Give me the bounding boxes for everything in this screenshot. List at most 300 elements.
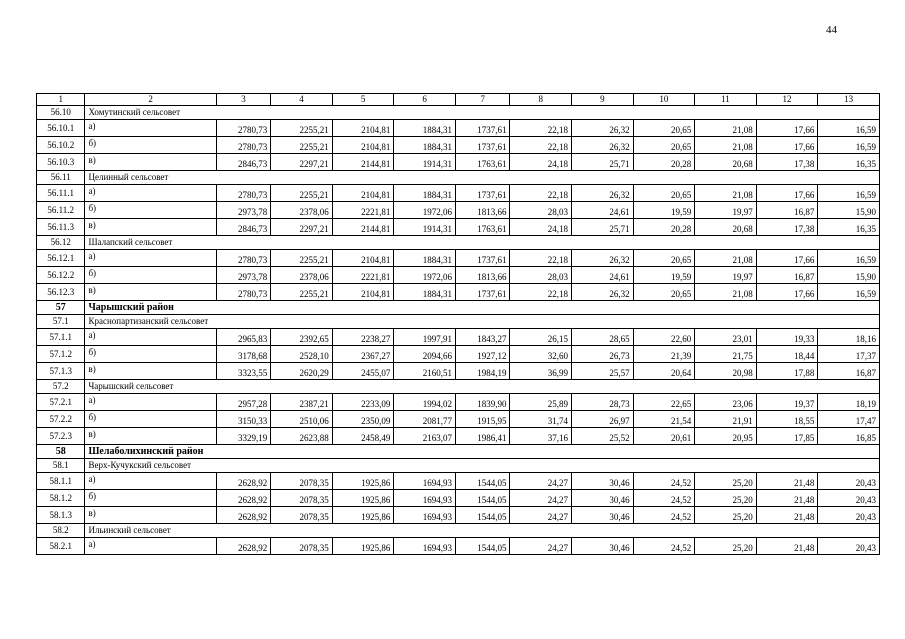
district-row (37, 445, 880, 459)
value-cell: 17,88 (756, 363, 818, 380)
value-cell: 24,18 (510, 154, 572, 171)
value-cell: 24,61 (572, 202, 634, 219)
row-code: 57.1 (37, 315, 85, 329)
value-cell: 25,57 (572, 363, 634, 380)
value-cell: 17,38 (756, 154, 818, 171)
value-cell: 17,66 (756, 250, 818, 267)
value-cell: 25,20 (695, 538, 757, 555)
value-cell: 1694,93 (394, 473, 456, 490)
value-cell: 28,65 (572, 329, 634, 346)
value-cell: 24,52 (633, 473, 695, 490)
value-cell: 1884,31 (394, 250, 456, 267)
value-cell: 20,65 (633, 120, 695, 137)
value-cell: 1925,86 (332, 538, 394, 555)
row-code: 58.2 (37, 524, 85, 538)
table-row (37, 538, 880, 555)
value-cell: 2392,65 (271, 329, 333, 346)
value-cell: 1737,61 (455, 250, 510, 267)
value-cell: 16,59 (818, 137, 880, 154)
value-cell: 30,46 (572, 538, 634, 555)
value-cell: 2957,28 (216, 394, 271, 411)
section-row (37, 236, 880, 250)
row-code: 57.2.2 (37, 411, 85, 428)
value-cell: 1763,61 (455, 154, 510, 171)
value-cell: 17,47 (818, 411, 880, 428)
value-cell: 16,87 (756, 267, 818, 284)
value-cell: 2780,73 (216, 185, 271, 202)
value-cell: 1839,90 (455, 394, 510, 411)
value-cell: 28,73 (572, 394, 634, 411)
value-cell: 1737,61 (455, 120, 510, 137)
section-title: Верх-Кучукский сельсовет (85, 459, 880, 473)
value-cell: 17,38 (756, 219, 818, 236)
page-number: 44 (826, 24, 837, 36)
row-code: 58.1.1 (37, 473, 85, 490)
value-cell: 24,18 (510, 219, 572, 236)
value-cell: 21,08 (695, 185, 757, 202)
value-cell: 20,65 (633, 137, 695, 154)
column-header: 13 (818, 94, 880, 106)
value-cell: 21,08 (695, 137, 757, 154)
row-code: 57 (37, 301, 85, 315)
value-cell: 1813,66 (455, 267, 510, 284)
value-cell: 2965,83 (216, 329, 271, 346)
value-cell: 2628,92 (216, 507, 271, 524)
value-cell: 17,85 (756, 428, 818, 445)
row-code: 56.11 (37, 171, 85, 185)
value-cell: 25,71 (572, 154, 634, 171)
row-variant-label: а) (85, 473, 216, 490)
table-row (37, 329, 880, 346)
value-cell: 16,59 (818, 120, 880, 137)
value-cell: 2078,35 (271, 538, 333, 555)
value-cell: 18,19 (818, 394, 880, 411)
value-cell: 2378,06 (271, 202, 333, 219)
value-cell: 21,48 (756, 473, 818, 490)
value-cell: 25,20 (695, 473, 757, 490)
table-row (37, 363, 880, 380)
column-header: 4 (271, 94, 333, 106)
row-variant-label: в) (85, 154, 216, 171)
value-cell: 1544,05 (455, 507, 510, 524)
value-cell: 36,99 (510, 363, 572, 380)
row-code: 58 (37, 445, 85, 459)
column-header: 12 (756, 94, 818, 106)
value-cell: 16,59 (818, 284, 880, 301)
row-variant-label: б) (85, 202, 216, 219)
value-cell: 1915,95 (455, 411, 510, 428)
row-code: 58.2.1 (37, 538, 85, 555)
value-cell: 2255,21 (271, 137, 333, 154)
value-cell: 28,03 (510, 267, 572, 284)
value-cell: 2458,49 (332, 428, 394, 445)
value-cell: 1694,93 (394, 507, 456, 524)
value-cell: 25,52 (572, 428, 634, 445)
row-variant-label: а) (85, 120, 216, 137)
value-cell: 28,03 (510, 202, 572, 219)
value-cell: 2221,81 (332, 267, 394, 284)
value-cell: 20,43 (818, 507, 880, 524)
section-title: Хомутинский сельсовет (85, 106, 880, 120)
district-title: Шелаболихинский район (85, 445, 880, 459)
value-cell: 24,27 (510, 538, 572, 555)
value-cell: 2104,81 (332, 185, 394, 202)
value-cell: 24,52 (633, 490, 695, 507)
value-cell: 24,52 (633, 538, 695, 555)
value-cell: 2297,21 (271, 154, 333, 171)
table-row (37, 490, 880, 507)
value-cell: 2081,77 (394, 411, 456, 428)
value-cell: 1914,31 (394, 154, 456, 171)
value-cell: 25,71 (572, 219, 634, 236)
value-cell: 1927,12 (455, 346, 510, 363)
row-variant-label: а) (85, 329, 216, 346)
value-cell: 22,18 (510, 137, 572, 154)
section-row (37, 315, 880, 329)
row-code: 58.1.2 (37, 490, 85, 507)
row-code: 56.10.2 (37, 137, 85, 154)
value-cell: 2078,35 (271, 490, 333, 507)
value-cell: 17,66 (756, 137, 818, 154)
value-cell: 25,20 (695, 490, 757, 507)
value-cell: 19,97 (695, 202, 757, 219)
value-cell: 25,89 (510, 394, 572, 411)
value-cell: 2387,21 (271, 394, 333, 411)
value-cell: 2144,81 (332, 154, 394, 171)
value-cell: 26,15 (510, 329, 572, 346)
section-title: Шалапский сельсовет (85, 236, 880, 250)
column-header: 2 (85, 94, 216, 106)
row-variant-label: в) (85, 428, 216, 445)
row-variant-label: а) (85, 538, 216, 555)
column-header: 8 (510, 94, 572, 106)
section-title: Целинный сельсовет (85, 171, 880, 185)
value-cell: 2780,73 (216, 284, 271, 301)
value-cell: 26,32 (572, 185, 634, 202)
value-cell: 2973,78 (216, 267, 271, 284)
value-cell: 21,39 (633, 346, 695, 363)
value-cell: 2104,81 (332, 120, 394, 137)
value-cell: 26,32 (572, 250, 634, 267)
value-cell: 2255,21 (271, 120, 333, 137)
value-cell: 30,46 (572, 473, 634, 490)
value-cell: 20,95 (695, 428, 757, 445)
row-code: 57.1.2 (37, 346, 85, 363)
value-cell: 31,74 (510, 411, 572, 428)
value-cell: 21,48 (756, 538, 818, 555)
table-row (37, 154, 880, 171)
row-variant-label: в) (85, 507, 216, 524)
row-variant-label: а) (85, 394, 216, 411)
row-variant-label: б) (85, 267, 216, 284)
value-cell: 19,59 (633, 202, 695, 219)
row-variant-label: в) (85, 284, 216, 301)
value-cell: 1884,31 (394, 120, 456, 137)
value-cell: 1972,06 (394, 202, 456, 219)
row-code: 57.2.3 (37, 428, 85, 445)
value-cell: 19,37 (756, 394, 818, 411)
value-cell: 1737,61 (455, 137, 510, 154)
value-cell: 32,60 (510, 346, 572, 363)
table-row (37, 507, 880, 524)
value-cell: 25,20 (695, 507, 757, 524)
value-cell: 1984,19 (455, 363, 510, 380)
value-cell: 15,90 (818, 267, 880, 284)
value-cell: 24,27 (510, 507, 572, 524)
section-row (37, 380, 880, 394)
value-cell: 20,98 (695, 363, 757, 380)
value-cell: 20,64 (633, 363, 695, 380)
value-cell: 22,60 (633, 329, 695, 346)
column-header: 9 (572, 94, 634, 106)
row-code: 56.11.2 (37, 202, 85, 219)
value-cell: 2528,10 (271, 346, 333, 363)
table-row (37, 250, 880, 267)
value-cell: 2104,81 (332, 137, 394, 154)
value-cell: 2238,27 (332, 329, 394, 346)
table-row (37, 394, 880, 411)
value-cell: 21,08 (695, 284, 757, 301)
value-cell: 1544,05 (455, 473, 510, 490)
value-cell: 19,59 (633, 267, 695, 284)
row-variant-label: б) (85, 490, 216, 507)
value-cell: 26,32 (572, 120, 634, 137)
value-cell: 2255,21 (271, 250, 333, 267)
table-row (37, 267, 880, 284)
value-cell: 16,35 (818, 219, 880, 236)
value-cell: 21,48 (756, 507, 818, 524)
column-header: 1 (37, 94, 85, 106)
value-cell: 18,44 (756, 346, 818, 363)
value-cell: 22,18 (510, 250, 572, 267)
value-cell: 21,08 (695, 250, 757, 267)
tariff-table (36, 93, 880, 555)
row-code: 58.1.3 (37, 507, 85, 524)
row-code: 57.2 (37, 380, 85, 394)
value-cell: 20,43 (818, 538, 880, 555)
value-cell: 20,43 (818, 473, 880, 490)
table-row (37, 428, 880, 445)
value-cell: 1925,86 (332, 490, 394, 507)
row-variant-label: а) (85, 185, 216, 202)
value-cell: 24,61 (572, 267, 634, 284)
value-cell: 16,87 (756, 202, 818, 219)
row-code: 56.11.1 (37, 185, 85, 202)
value-cell: 18,16 (818, 329, 880, 346)
table-row (37, 473, 880, 490)
value-cell: 2846,73 (216, 219, 271, 236)
value-cell: 1694,93 (394, 490, 456, 507)
value-cell: 30,46 (572, 490, 634, 507)
value-cell: 21,08 (695, 120, 757, 137)
value-cell: 3323,55 (216, 363, 271, 380)
section-row (37, 106, 880, 120)
column-header: 6 (394, 94, 456, 106)
value-cell: 2455,07 (332, 363, 394, 380)
value-cell: 21,91 (695, 411, 757, 428)
table-row (37, 202, 880, 219)
section-title: Краснопартизанский сельсовет (85, 315, 880, 329)
value-cell: 2628,92 (216, 473, 271, 490)
row-code: 56.12.3 (37, 284, 85, 301)
value-cell: 2780,73 (216, 120, 271, 137)
district-title: Чарышский район (85, 301, 880, 315)
table-row (37, 284, 880, 301)
section-row (37, 524, 880, 538)
row-variant-label: б) (85, 346, 216, 363)
value-cell: 19,97 (695, 267, 757, 284)
value-cell: 24,52 (633, 507, 695, 524)
value-cell: 2973,78 (216, 202, 271, 219)
value-cell: 2255,21 (271, 284, 333, 301)
value-cell: 2628,92 (216, 490, 271, 507)
table-row (37, 120, 880, 137)
value-cell: 2233,09 (332, 394, 394, 411)
row-code: 56.12 (37, 236, 85, 250)
value-cell: 1925,86 (332, 507, 394, 524)
value-cell: 2350,09 (332, 411, 394, 428)
table-body (37, 94, 880, 555)
value-cell: 20,68 (695, 219, 757, 236)
value-cell: 2078,35 (271, 473, 333, 490)
value-cell: 20,28 (633, 219, 695, 236)
value-cell: 37,16 (510, 428, 572, 445)
value-cell: 30,46 (572, 507, 634, 524)
value-cell: 2144,81 (332, 219, 394, 236)
value-cell: 1884,31 (394, 284, 456, 301)
value-cell: 16,59 (818, 185, 880, 202)
value-cell: 1914,31 (394, 219, 456, 236)
row-code: 58.1 (37, 459, 85, 473)
column-header: 3 (216, 94, 271, 106)
value-cell: 2620,29 (271, 363, 333, 380)
value-cell: 2510,06 (271, 411, 333, 428)
value-cell: 17,66 (756, 120, 818, 137)
value-cell: 1843,27 (455, 329, 510, 346)
row-code: 56.11.3 (37, 219, 85, 236)
row-code: 57.1.1 (37, 329, 85, 346)
value-cell: 2297,21 (271, 219, 333, 236)
value-cell: 2094,66 (394, 346, 456, 363)
value-cell: 2104,81 (332, 284, 394, 301)
value-cell: 1884,31 (394, 137, 456, 154)
value-cell: 20,28 (633, 154, 695, 171)
value-cell: 2255,21 (271, 185, 333, 202)
value-cell: 16,87 (818, 363, 880, 380)
section-title: Ильинский сельсовет (85, 524, 880, 538)
value-cell: 3329,19 (216, 428, 271, 445)
value-cell: 20,65 (633, 250, 695, 267)
district-row (37, 301, 880, 315)
value-cell: 2628,92 (216, 538, 271, 555)
value-cell: 2163,07 (394, 428, 456, 445)
value-cell: 26,73 (572, 346, 634, 363)
value-cell: 3150,33 (216, 411, 271, 428)
value-cell: 1925,86 (332, 473, 394, 490)
value-cell: 21,48 (756, 490, 818, 507)
value-cell: 2780,73 (216, 250, 271, 267)
table-row (37, 185, 880, 202)
row-code: 57.2.1 (37, 394, 85, 411)
table-row (37, 219, 880, 236)
row-variant-label: в) (85, 363, 216, 380)
value-cell: 20,65 (633, 185, 695, 202)
value-cell: 24,27 (510, 490, 572, 507)
section-title: Чарышский сельсовет (85, 380, 880, 394)
value-cell: 3178,68 (216, 346, 271, 363)
row-code: 56.10.1 (37, 120, 85, 137)
value-cell: 2104,81 (332, 250, 394, 267)
value-cell: 17,37 (818, 346, 880, 363)
row-code: 56.12.1 (37, 250, 85, 267)
value-cell: 19,33 (756, 329, 818, 346)
value-cell: 20,68 (695, 154, 757, 171)
row-variant-label: а) (85, 250, 216, 267)
value-cell: 17,66 (756, 284, 818, 301)
value-cell: 16,35 (818, 154, 880, 171)
value-cell: 2623,88 (271, 428, 333, 445)
section-row (37, 171, 880, 185)
value-cell: 20,65 (633, 284, 695, 301)
value-cell: 20,43 (818, 490, 880, 507)
table-row (37, 411, 880, 428)
value-cell: 16,59 (818, 250, 880, 267)
column-header: 7 (455, 94, 510, 106)
value-cell: 1813,66 (455, 202, 510, 219)
value-cell: 26,97 (572, 411, 634, 428)
row-variant-label: б) (85, 137, 216, 154)
value-cell: 2221,81 (332, 202, 394, 219)
value-cell: 22,18 (510, 284, 572, 301)
value-cell: 2367,27 (332, 346, 394, 363)
value-cell: 22,18 (510, 120, 572, 137)
value-cell: 2780,73 (216, 137, 271, 154)
value-cell: 2160,51 (394, 363, 456, 380)
value-cell: 1694,93 (394, 538, 456, 555)
value-cell: 17,66 (756, 185, 818, 202)
value-cell: 16,85 (818, 428, 880, 445)
value-cell: 1544,05 (455, 490, 510, 507)
section-row (37, 459, 880, 473)
value-cell: 22,65 (633, 394, 695, 411)
row-code: 56.10 (37, 106, 85, 120)
value-cell: 2846,73 (216, 154, 271, 171)
column-header: 5 (332, 94, 394, 106)
value-cell: 15,90 (818, 202, 880, 219)
value-cell: 18,55 (756, 411, 818, 428)
value-cell: 26,32 (572, 284, 634, 301)
value-cell: 21,54 (633, 411, 695, 428)
table-row (37, 346, 880, 363)
value-cell: 26,32 (572, 137, 634, 154)
row-variant-label: в) (85, 219, 216, 236)
value-cell: 2378,06 (271, 267, 333, 284)
column-header: 11 (695, 94, 757, 106)
value-cell: 1994,02 (394, 394, 456, 411)
value-cell: 1997,91 (394, 329, 456, 346)
row-code: 57.1.3 (37, 363, 85, 380)
row-variant-label: б) (85, 411, 216, 428)
value-cell: 20,61 (633, 428, 695, 445)
value-cell: 1737,61 (455, 284, 510, 301)
value-cell: 22,18 (510, 185, 572, 202)
value-cell: 21,75 (695, 346, 757, 363)
value-cell: 1763,61 (455, 219, 510, 236)
value-cell: 23,01 (695, 329, 757, 346)
table-row (37, 137, 880, 154)
value-cell: 1737,61 (455, 185, 510, 202)
value-cell: 1884,31 (394, 185, 456, 202)
